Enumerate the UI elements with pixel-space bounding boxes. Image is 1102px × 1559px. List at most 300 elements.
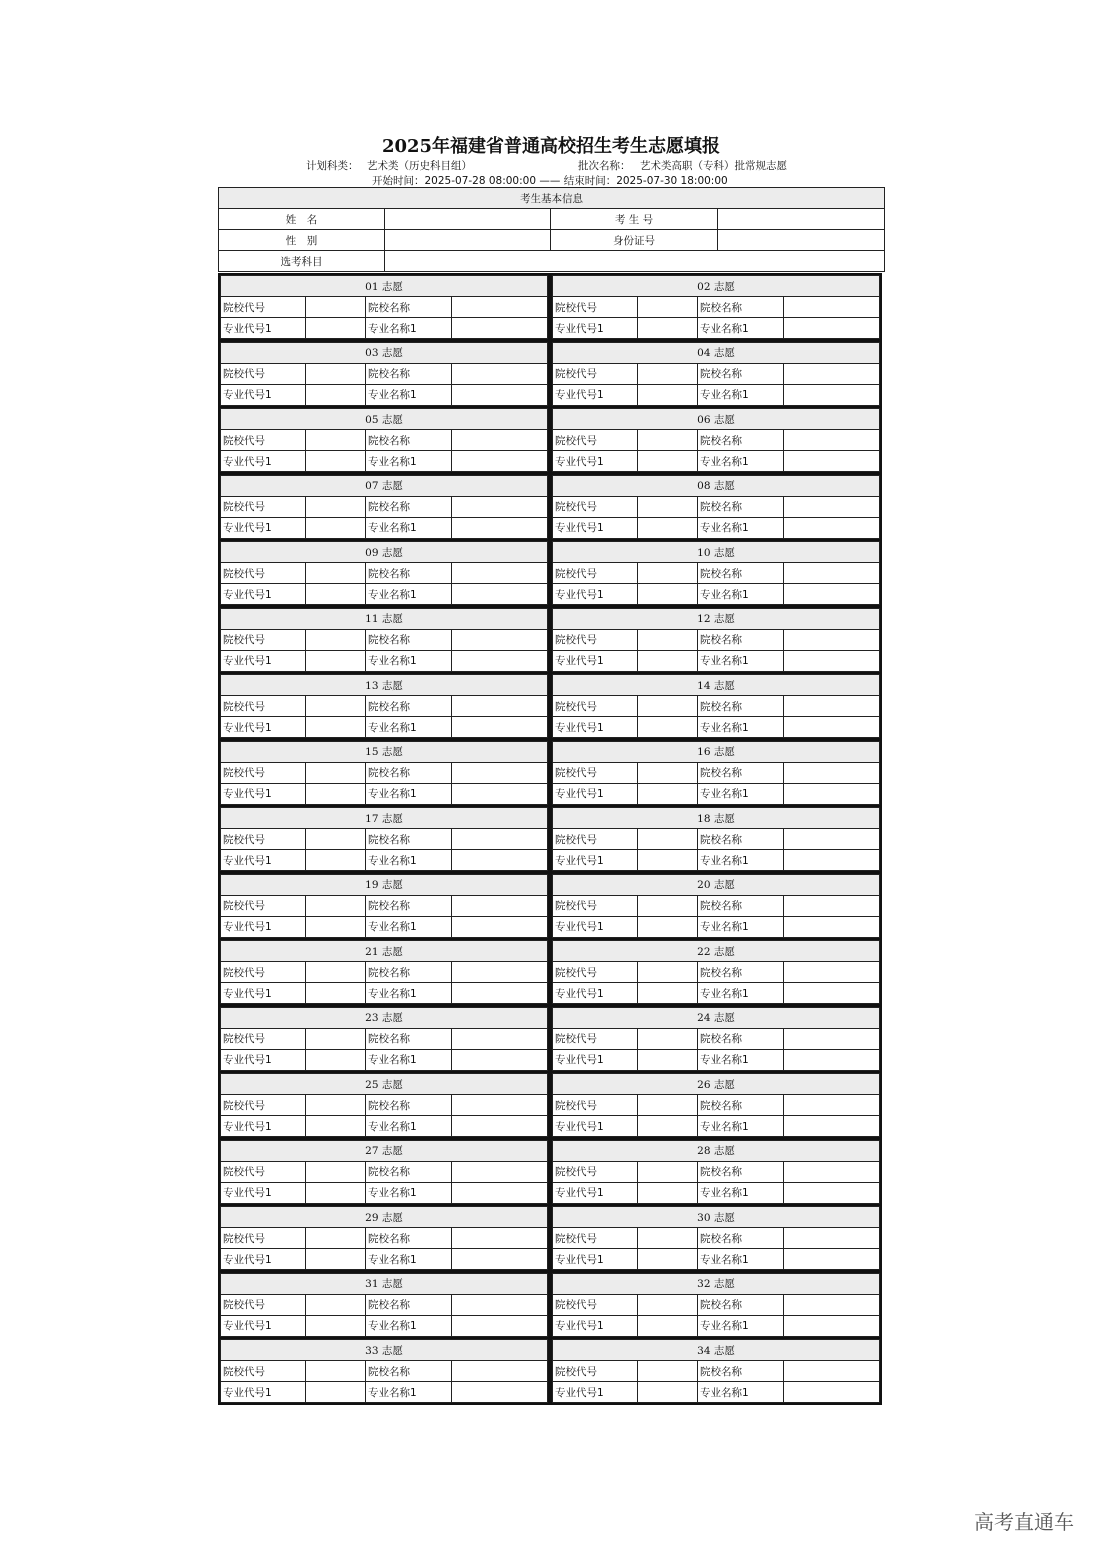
school-name-field[interactable] <box>784 1161 880 1182</box>
major-name-field[interactable] <box>452 1382 548 1403</box>
school-name-field[interactable] <box>452 1095 548 1116</box>
choice-block <box>218 406 550 474</box>
major-code-field[interactable] <box>306 584 366 605</box>
major-name-field[interactable] <box>452 983 548 1004</box>
major-name-field[interactable] <box>452 451 548 472</box>
choice-header: 22 志愿 <box>553 941 880 962</box>
major-code-label: 专业代号1 <box>553 650 638 671</box>
school-name-label: 院校名称 <box>366 1095 452 1116</box>
batch-name: 艺术类高职（专科）批常规志愿 <box>640 160 787 172</box>
school-code-label: 院校代号 <box>221 1361 306 1382</box>
school-name-label: 院校名称 <box>366 496 452 517</box>
school-code-field[interactable] <box>306 1161 366 1182</box>
major-name-field[interactable] <box>452 1249 548 1270</box>
school-name-label: 院校名称 <box>698 563 784 584</box>
choice-header: 12 志愿 <box>553 608 880 629</box>
major-name-field[interactable] <box>452 1049 548 1070</box>
school-code-field[interactable] <box>306 363 366 384</box>
school-code-field[interactable] <box>306 563 366 584</box>
school-code-label: 院校代号 <box>221 430 306 451</box>
watermark: 高考直通车 <box>974 1510 1074 1534</box>
school-code-field[interactable] <box>638 629 698 650</box>
major-name-field[interactable] <box>784 1049 880 1070</box>
school-code-field[interactable] <box>638 962 698 983</box>
school-name-label: 院校名称 <box>698 1228 784 1249</box>
choice-header: 15 志愿 <box>221 741 548 762</box>
major-name-field[interactable] <box>452 318 548 339</box>
school-code-label: 院校代号 <box>221 1028 306 1049</box>
school-code-label: 院校代号 <box>553 762 638 783</box>
major-name-field[interactable] <box>784 384 880 405</box>
choice-header: 19 志愿 <box>221 874 548 895</box>
major-name-field[interactable] <box>784 717 880 738</box>
choice-block <box>218 1071 550 1139</box>
major-code-field[interactable] <box>638 451 698 472</box>
school-code-field[interactable] <box>638 895 698 916</box>
school-code-label: 院校代号 <box>553 297 638 318</box>
major-name-label: 专业名称1 <box>698 850 784 871</box>
choice-header: 07 志愿 <box>221 475 548 496</box>
major-code-field[interactable] <box>638 384 698 405</box>
school-name-label: 院校名称 <box>366 563 452 584</box>
batch-label: 批次名称： <box>578 160 631 172</box>
major-code-label: 专业代号1 <box>553 916 638 937</box>
major-code-field[interactable] <box>306 717 366 738</box>
school-name-field[interactable] <box>452 563 548 584</box>
major-code-field[interactable] <box>306 983 366 1004</box>
choice-block <box>550 1337 882 1405</box>
choice-block <box>218 872 550 940</box>
school-name-field[interactable] <box>452 1161 548 1182</box>
major-code-field[interactable] <box>306 916 366 937</box>
choice-block <box>550 1005 882 1073</box>
school-code-field[interactable] <box>306 895 366 916</box>
school-code-label: 院校代号 <box>553 1361 638 1382</box>
major-name-label: 专业名称1 <box>366 318 452 339</box>
school-code-field[interactable] <box>306 962 366 983</box>
major-code-field[interactable] <box>638 584 698 605</box>
major-name-label: 专业名称1 <box>698 1116 784 1137</box>
school-code-field[interactable] <box>638 563 698 584</box>
major-name-label: 专业名称1 <box>366 650 452 671</box>
major-name-field[interactable] <box>452 584 548 605</box>
school-code-field[interactable] <box>638 1294 698 1315</box>
major-code-field[interactable] <box>638 650 698 671</box>
major-name-field[interactable] <box>784 1382 880 1403</box>
school-name-label: 院校名称 <box>366 297 452 318</box>
choice-header: 17 志愿 <box>221 808 548 829</box>
major-code-field[interactable] <box>638 1249 698 1270</box>
school-name-label: 院校名称 <box>366 762 452 783</box>
major-code-label: 专业代号1 <box>553 1315 638 1336</box>
id-no-field[interactable] <box>718 230 885 251</box>
school-code-field[interactable] <box>306 762 366 783</box>
major-name-field[interactable] <box>452 650 548 671</box>
major-code-label: 专业代号1 <box>221 384 306 405</box>
major-name-label: 专业名称1 <box>366 1049 452 1070</box>
school-name-field[interactable] <box>784 1294 880 1315</box>
major-name-field[interactable] <box>784 983 880 1004</box>
school-code-label: 院校代号 <box>553 430 638 451</box>
school-name-label: 院校名称 <box>366 629 452 650</box>
school-code-field[interactable] <box>638 1095 698 1116</box>
school-name-field[interactable] <box>452 1361 548 1382</box>
school-code-field[interactable] <box>638 496 698 517</box>
school-name-label: 院校名称 <box>698 1361 784 1382</box>
major-code-field[interactable] <box>306 1382 366 1403</box>
choice-header: 08 志愿 <box>553 475 880 496</box>
school-name-field[interactable] <box>784 696 880 717</box>
school-code-field[interactable] <box>306 1361 366 1382</box>
major-name-field[interactable] <box>784 1116 880 1137</box>
major-code-field[interactable] <box>306 850 366 871</box>
major-name-label: 专业名称1 <box>366 584 452 605</box>
school-name-label: 院校名称 <box>698 629 784 650</box>
major-code-label: 专业代号1 <box>553 451 638 472</box>
choice-block <box>218 1005 550 1073</box>
choice-block <box>550 340 882 408</box>
school-code-label: 院校代号 <box>553 1228 638 1249</box>
school-name-label: 院校名称 <box>698 895 784 916</box>
major-code-label: 专业代号1 <box>221 1116 306 1137</box>
school-name-field[interactable] <box>784 962 880 983</box>
school-name-label: 院校名称 <box>366 696 452 717</box>
choice-header: 31 志愿 <box>221 1273 548 1294</box>
major-name-field[interactable] <box>784 916 880 937</box>
major-name-field[interactable] <box>452 783 548 804</box>
school-code-field[interactable] <box>638 430 698 451</box>
major-code-field[interactable] <box>306 517 366 538</box>
major-name-label: 专业名称1 <box>698 783 784 804</box>
choice-header: 02 志愿 <box>553 276 880 297</box>
name-field[interactable] <box>385 209 551 230</box>
school-name-field[interactable] <box>452 297 548 318</box>
exam-no-label: 考 生 号 <box>551 209 718 230</box>
major-code-field[interactable] <box>638 850 698 871</box>
choice-block <box>218 606 550 674</box>
choice-block <box>550 739 882 807</box>
school-code-label: 院校代号 <box>553 962 638 983</box>
major-name-label: 专业名称1 <box>698 1382 784 1403</box>
exam-no-field[interactable] <box>718 209 885 230</box>
school-code-label: 院校代号 <box>221 1161 306 1182</box>
major-name-field[interactable] <box>452 384 548 405</box>
major-name-label: 专业名称1 <box>366 1249 452 1270</box>
choice-block <box>218 340 550 408</box>
choice-block <box>218 473 550 541</box>
school-name-field[interactable] <box>784 1361 880 1382</box>
school-name-field[interactable] <box>452 696 548 717</box>
choice-header: 13 志愿 <box>221 675 548 696</box>
school-name-field[interactable] <box>452 829 548 850</box>
school-code-label: 院校代号 <box>553 629 638 650</box>
school-name-field[interactable] <box>452 363 548 384</box>
major-code-field[interactable] <box>638 1116 698 1137</box>
major-name-label: 专业名称1 <box>698 916 784 937</box>
major-code-field[interactable] <box>306 384 366 405</box>
major-name-label: 专业名称1 <box>698 650 784 671</box>
major-code-label: 专业代号1 <box>221 983 306 1004</box>
major-name-label: 专业名称1 <box>698 517 784 538</box>
school-name-field[interactable] <box>784 430 880 451</box>
major-name-field[interactable] <box>784 517 880 538</box>
school-name-field[interactable] <box>452 496 548 517</box>
choice-block <box>550 273 882 341</box>
school-code-field[interactable] <box>306 1095 366 1116</box>
major-code-label: 专业代号1 <box>221 717 306 738</box>
major-name-field[interactable] <box>784 318 880 339</box>
major-name-label: 专业名称1 <box>366 783 452 804</box>
major-code-label: 专业代号1 <box>553 1116 638 1137</box>
school-code-field[interactable] <box>306 629 366 650</box>
major-code-field[interactable] <box>638 983 698 1004</box>
school-name-label: 院校名称 <box>698 1095 784 1116</box>
school-code-label: 院校代号 <box>221 762 306 783</box>
school-code-field[interactable] <box>306 1228 366 1249</box>
school-name-field[interactable] <box>452 1294 548 1315</box>
major-code-label: 专业代号1 <box>553 1249 638 1270</box>
major-code-field[interactable] <box>306 1049 366 1070</box>
major-name-field[interactable] <box>452 1116 548 1137</box>
choice-header: 04 志愿 <box>553 342 880 363</box>
school-name-field[interactable] <box>452 962 548 983</box>
major-name-label: 专业名称1 <box>698 318 784 339</box>
major-name-field[interactable] <box>784 451 880 472</box>
school-name-field[interactable] <box>784 1095 880 1116</box>
major-code-label: 专业代号1 <box>553 717 638 738</box>
school-code-field[interactable] <box>306 1294 366 1315</box>
school-code-field[interactable] <box>306 829 366 850</box>
major-name-field[interactable] <box>452 717 548 738</box>
major-name-label: 专业名称1 <box>366 1182 452 1203</box>
choice-header: 11 志愿 <box>221 608 548 629</box>
school-code-field[interactable] <box>638 829 698 850</box>
school-name-field[interactable] <box>452 895 548 916</box>
major-name-field[interactable] <box>452 517 548 538</box>
school-name-field[interactable] <box>784 496 880 517</box>
school-code-field[interactable] <box>638 696 698 717</box>
school-name-label: 院校名称 <box>366 1361 452 1382</box>
choice-block <box>218 1271 550 1339</box>
choice-block <box>550 539 882 607</box>
school-name-label: 院校名称 <box>698 1294 784 1315</box>
major-name-label: 专业名称1 <box>366 384 452 405</box>
choice-block <box>218 1204 550 1272</box>
choice-header: 18 志愿 <box>553 808 880 829</box>
major-name-label: 专业名称1 <box>698 451 784 472</box>
school-name-label: 院校名称 <box>366 895 452 916</box>
school-name-label: 院校名称 <box>698 1161 784 1182</box>
choice-block <box>218 805 550 873</box>
major-code-field[interactable] <box>638 517 698 538</box>
school-name-label: 院校名称 <box>366 430 452 451</box>
school-name-field[interactable] <box>784 895 880 916</box>
major-code-field[interactable] <box>638 783 698 804</box>
major-name-label: 专业名称1 <box>366 517 452 538</box>
school-code-field[interactable] <box>638 1228 698 1249</box>
major-code-field[interactable] <box>638 318 698 339</box>
choice-header: 25 志愿 <box>221 1074 548 1095</box>
major-code-field[interactable] <box>638 1382 698 1403</box>
major-name-label: 专业名称1 <box>366 451 452 472</box>
school-name-field[interactable] <box>452 629 548 650</box>
choice-block <box>218 273 550 341</box>
major-code-label: 专业代号1 <box>221 1049 306 1070</box>
name-label: 姓 名 <box>219 209 385 230</box>
school-name-field[interactable] <box>784 1228 880 1249</box>
major-name-label: 专业名称1 <box>698 1182 784 1203</box>
time-range: 开始时间：2025-07-28 08:00:00 —— 结束时间：2025-07-30 18:00:00 <box>372 175 728 187</box>
choice-block <box>550 1071 882 1139</box>
school-code-field[interactable] <box>306 696 366 717</box>
school-code-field[interactable] <box>306 1028 366 1049</box>
school-code-field[interactable] <box>638 1028 698 1049</box>
major-code-field[interactable] <box>306 1315 366 1336</box>
school-name-label: 院校名称 <box>366 363 452 384</box>
school-code-label: 院校代号 <box>221 829 306 850</box>
major-name-label: 专业名称1 <box>366 1315 452 1336</box>
choice-block <box>550 938 882 1006</box>
choice-block <box>550 805 882 873</box>
major-code-label: 专业代号1 <box>553 318 638 339</box>
major-name-label: 专业名称1 <box>366 1382 452 1403</box>
major-code-field[interactable] <box>306 1249 366 1270</box>
major-code-label: 专业代号1 <box>221 1382 306 1403</box>
choice-header: 10 志愿 <box>553 542 880 563</box>
choice-block <box>218 539 550 607</box>
choice-header: 32 志愿 <box>553 1273 880 1294</box>
school-name-field[interactable] <box>784 363 880 384</box>
school-name-field[interactable] <box>452 1028 548 1049</box>
major-name-field[interactable] <box>784 650 880 671</box>
school-name-field[interactable] <box>452 430 548 451</box>
school-code-label: 院校代号 <box>221 696 306 717</box>
choice-block <box>550 872 882 940</box>
school-name-field[interactable] <box>784 829 880 850</box>
major-code-field[interactable] <box>306 783 366 804</box>
choice-block <box>550 406 882 474</box>
major-name-field[interactable] <box>784 850 880 871</box>
major-name-field[interactable] <box>784 1315 880 1336</box>
major-code-field[interactable] <box>638 916 698 937</box>
school-name-label: 院校名称 <box>366 1228 452 1249</box>
major-code-field[interactable] <box>638 1182 698 1203</box>
school-code-label: 院校代号 <box>221 895 306 916</box>
school-name-label: 院校名称 <box>698 496 784 517</box>
school-name-label: 院校名称 <box>698 297 784 318</box>
school-name-label: 院校名称 <box>366 962 452 983</box>
major-name-field[interactable] <box>784 584 880 605</box>
major-code-field[interactable] <box>638 1315 698 1336</box>
major-code-label: 专业代号1 <box>221 451 306 472</box>
choice-header: 26 志愿 <box>553 1074 880 1095</box>
school-code-label: 院校代号 <box>221 1095 306 1116</box>
school-name-field[interactable] <box>784 1028 880 1049</box>
major-code-label: 专业代号1 <box>221 1315 306 1336</box>
major-name-field[interactable] <box>784 783 880 804</box>
school-name-field[interactable] <box>784 629 880 650</box>
major-code-label: 专业代号1 <box>553 1182 638 1203</box>
choice-header: 23 志愿 <box>221 1007 548 1028</box>
major-code-field[interactable] <box>638 717 698 738</box>
choice-header: 29 志愿 <box>221 1207 548 1228</box>
school-code-field[interactable] <box>306 430 366 451</box>
school-code-field[interactable] <box>638 1361 698 1382</box>
choice-header: 28 志愿 <box>553 1140 880 1161</box>
choice-block <box>218 938 550 1006</box>
school-code-label: 院校代号 <box>553 696 638 717</box>
choice-block <box>218 1138 550 1206</box>
school-code-field[interactable] <box>638 1161 698 1182</box>
major-name-label: 专业名称1 <box>698 384 784 405</box>
choice-header: 24 志愿 <box>553 1007 880 1028</box>
major-code-field[interactable] <box>306 451 366 472</box>
school-code-field[interactable] <box>638 762 698 783</box>
major-name-label: 专业名称1 <box>366 916 452 937</box>
gender-field[interactable] <box>385 230 551 251</box>
major-code-label: 专业代号1 <box>221 850 306 871</box>
school-code-field[interactable] <box>306 297 366 318</box>
school-name-label: 院校名称 <box>698 829 784 850</box>
major-code-field[interactable] <box>306 650 366 671</box>
school-name-label: 院校名称 <box>366 1161 452 1182</box>
school-name-field[interactable] <box>452 762 548 783</box>
school-code-field[interactable] <box>638 297 698 318</box>
major-name-field[interactable] <box>452 850 548 871</box>
school-code-label: 院校代号 <box>221 1228 306 1249</box>
choice-header: 30 志愿 <box>553 1207 880 1228</box>
school-name-field[interactable] <box>784 563 880 584</box>
school-name-label: 院校名称 <box>366 829 452 850</box>
page-title: 2025年福建省普通高校招生考生志愿填报 <box>381 136 721 157</box>
major-code-field[interactable] <box>306 318 366 339</box>
major-name-label: 专业名称1 <box>366 983 452 1004</box>
school-name-field[interactable] <box>452 1228 548 1249</box>
major-name-field[interactable] <box>784 1249 880 1270</box>
school-code-field[interactable] <box>638 363 698 384</box>
major-code-field[interactable] <box>638 1049 698 1070</box>
school-code-label: 院校代号 <box>553 1095 638 1116</box>
school-name-field[interactable] <box>784 297 880 318</box>
major-name-label: 专业名称1 <box>698 1249 784 1270</box>
major-name-field[interactable] <box>452 1315 548 1336</box>
major-name-field[interactable] <box>452 916 548 937</box>
major-name-field[interactable] <box>452 1182 548 1203</box>
major-code-label: 专业代号1 <box>553 850 638 871</box>
major-name-field[interactable] <box>784 1182 880 1203</box>
school-name-label: 院校名称 <box>698 1028 784 1049</box>
school-code-label: 院校代号 <box>553 363 638 384</box>
school-code-label: 院校代号 <box>553 563 638 584</box>
subjects-field[interactable] <box>385 251 885 272</box>
school-name-label: 院校名称 <box>698 430 784 451</box>
major-code-field[interactable] <box>306 1182 366 1203</box>
school-name-field[interactable] <box>784 762 880 783</box>
school-name-label: 院校名称 <box>698 696 784 717</box>
choice-block <box>218 1337 550 1405</box>
major-name-label: 专业名称1 <box>698 983 784 1004</box>
plan-type-label: 计划科类： <box>306 160 359 172</box>
major-code-field[interactable] <box>306 1116 366 1137</box>
major-code-label: 专业代号1 <box>553 384 638 405</box>
school-name-label: 院校名称 <box>366 1294 452 1315</box>
subjects-label: 选考科目 <box>219 251 385 272</box>
major-code-label: 专业代号1 <box>221 517 306 538</box>
school-code-field[interactable] <box>306 496 366 517</box>
school-name-label: 院校名称 <box>698 363 784 384</box>
school-code-label: 院校代号 <box>553 895 638 916</box>
choice-header: 14 志愿 <box>553 675 880 696</box>
